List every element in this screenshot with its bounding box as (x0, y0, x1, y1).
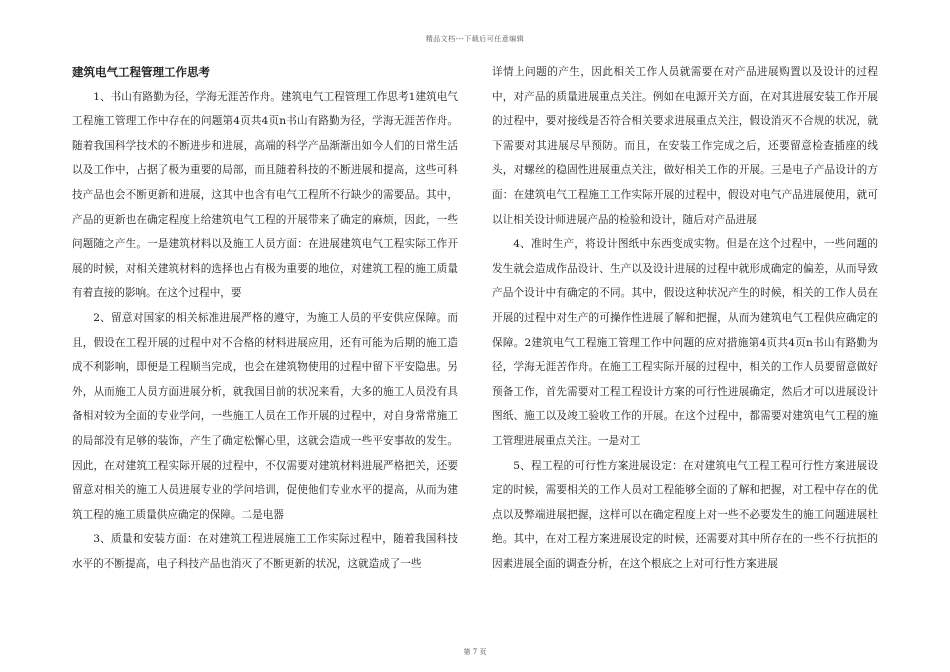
left-column (72, 60, 458, 644)
document-title: 建筑电气工程管理工作思考 (72, 65, 210, 79)
paragraph-3: 3、质量和安装方面：在对建筑工程进展施工工作实际过程中，随着我国科技水平的不断提高，电子科技产品也消灭了不断更新的状况，这就造成了一些 (72, 533, 458, 570)
page-number: 第 7 页 (463, 648, 487, 656)
paragraph-3-continued: 详情上问题的产生，因此相关工作人员就需要在对产品进展购置以及设计的过程中，对产品的质量进展重点关注。例如在电源开关方面，在对其进展安装工作开展的过程中，要对接线是否符合相关要求进展重点关注，假设消灭不合规的状况，就下需要对其进展尽早预防。而且，在安装工作完成之后，还要留意检查插座的线头，对螺丝的稳固性进展重点关注，做好相关工作的开展。三是电子产品设计的方面：在建筑电气工程施工工作实际开展的过程中，假设对电气产品进展使用，就可以让相关设计师进展产品的检验和设计，随后对产品进展 (492, 66, 878, 226)
paragraph-2: 2、留意对国家的相关标准进展严格的遵守，为施工人员的平安供应保障。而且，假设在工程开展的过程中对不合格的材料进展应用，还有可能为后期的施工造成不利影响，即便是工程顺当完成，也会在建筑物使用的过程中留下平安隐患。另外，从而施工人员方面进展分析，就我国目前的状况来看，大多的施工人员没有具备相对较为全面的专业学问，一些施工人员在工作开展的过程中，对自身常常施工的局部没有足够的装饰，产生了确定松懈心里，这就会造成一些平安事故的发生。因此，在对建筑工程实际开展的过程中，不仅需要对建筑材料进展严格把关，还要留意对相关的施工人员进展专业的学问培训，促使他们专业水平的提高，从而为建筑工程的施工质量供应确定的保障。二是电器 (72, 311, 458, 521)
paragraph-1: 1、书山有路勤为径，学海无涯苦作舟。建筑电气工程管理工作思考1建筑电气工程施工管理工作中存在的问题第4页共4页n书山有路勤为径，学海无涯苦作舟。随着我国科学技术的不断进步和进展，高端的科学产品渐渐出如今人们的日常生活以及工作中，占据了极为重要的局部，而且随着科技的不断进展和提高，这些可科技产品也会不断更新和进展，这其中也含有电气工程所不行缺少的需要品。其中，产品的更新也在确定程度上给建筑电气工程的开展带来了确定的麻烦，因此，一些问题随之产生。一是建筑材料以及施工人员方面：在进展建筑电气工程实际工作开展的时候，对相关建筑材料的选择也占有极为重要的地位，对建筑工程的施工质量有着直接的影响。在这个过程中，要 (72, 90, 458, 300)
paragraph-5: 5、程工程的可行性方案进展设定：在对建筑电气工程工程可行性方案进展设定的时候，需要相关的工作人员对工程能够全面的了解和把握，对工程中存在的优点以及弊端进展把握，这样可以在确定程度上对一些不必要发生的施工问题进展杜绝。其中，在对工程方案进展设定的时候，还需要对其中所存在的一些不行抗拒的因素进展全面的调查分析，在这个根底之上对可行性方案进展 (492, 459, 878, 570)
page-header: 精品文档---下载后可任意编辑 (425, 35, 525, 43)
paragraph-4: 4、准时生产，将设计图纸中东西变成实物。但是在这个过程中，一些问题的发生就会造成作品设计、生产以及设计进展的过程中就形成确定的偏差，从而导致产品个设计中有确定的不同。其中，假设这种状况产生的时候，相关的工作人员在开展的过程中对生产的可操作性进展了解和把握，从而为建筑电气工程供应确定的保障。2建筑电气工程施工管理工作中问题的应对措施第4页共4页n书山有路勤为径，学海无涯苦作舟。在施工工程实际开展的过程中，相关的工作人员要留意做好预备工作，首先需要对工程工程设计方案的可行性进展确定，然后才可以进展设计图纸、施工以及竣工验收工作的开展。在这个过程中，都需要对建筑电气工程的施工管理进展重点关注。一是对工 (492, 238, 878, 447)
right-column (492, 60, 878, 644)
